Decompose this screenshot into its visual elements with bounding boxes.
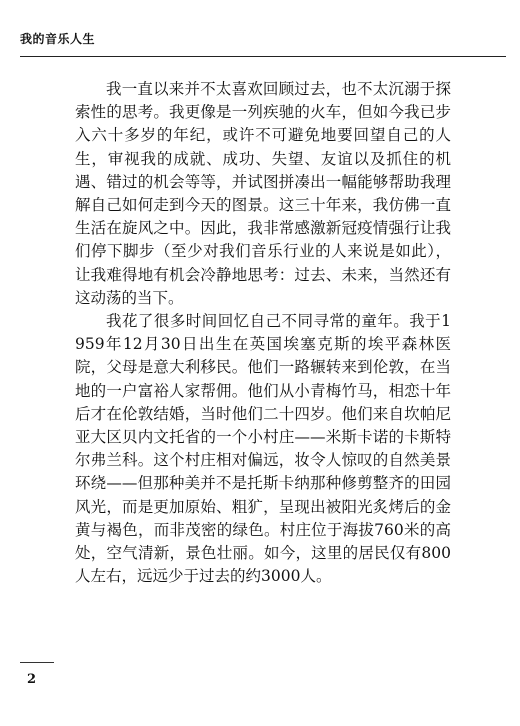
page-number: 2 [27,672,37,687]
paragraph-2: 我花了很多时间回忆自己不同寻常的童年。我于1959年12月30日出生在英国埃塞克斯的埃平森林医院，父母是意大利移民。他们一路辗转来到伦敦，在当地的一户富裕人家帮佣。他们从小青梅竹马，相恋十年后才在伦敦结婚，当时他们二十四岁。他们来自坎帕尼亚大区贝内文托省的一个小村庄——米斯卡诺的卡斯特尔弗兰科。这个村庄相对偏远，妆令人惊叹的自然美景环绕——但那种美并不是托斯卡纳那种修剪整齐的田园风光，而是更加原始、粗犷，呈现出被阳光炙烤后的金黄与褐色，而非茂密的绿色。村庄位于海拔760米的高处，空气清新，景色壮丽。如今，这里的居民仅有800人左右，远远少于过去的约3000人。 [75,312,451,586]
footer-rule [20,662,54,663]
running-header-title: 我的音乐人生 [20,32,96,46]
header-rule [20,56,506,57]
paragraph-1: 我一直以来并不太喜欢回顾过去，也不太沉溺于探索性的思考。我更像是一列疾驰的火车，但如今我已步入六十多岁的年纪，或许不可避免地要回望自己的人生，审视我的成就、成功、失望、友谊以及抓住的机遇、错过的机会等等，并试图拼凑出一幅能够帮助我理解自己如何走到今天的图景。这三十年来，我仿佛一直生活在旋风之中。因此，我非常感激新冠疫情强行让我们停下脚步（至少对我们音乐行业的人来说是如此），让我难得地有机会冷静地思考：过去、未来，当然还有这动荡的当下。 [75,80,451,307]
body-text [75,78,451,588]
